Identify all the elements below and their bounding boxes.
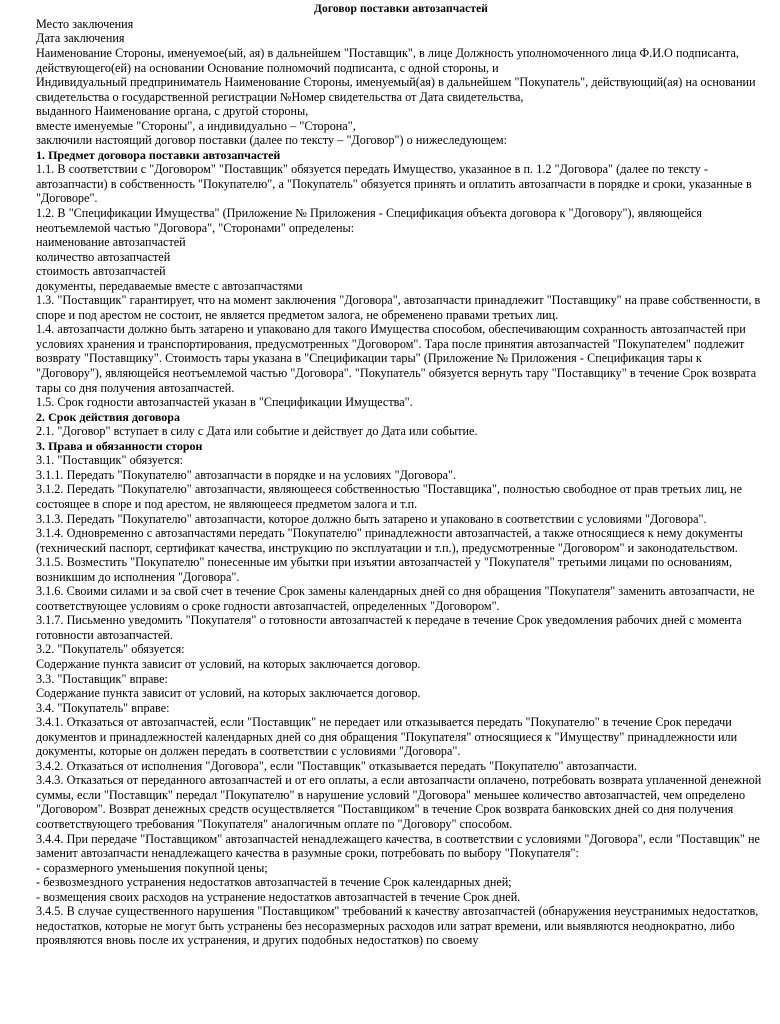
paragraph: 3.1.5. Возместить "Покупателю" понесенные им убытки при изъятии автозапчастей у "Покупателя" третьими лицами по основаниям, возникшим до исполнения "Договора". xyxy=(36,555,733,584)
paragraph: количество автозапчастей xyxy=(36,249,171,264)
paragraph: Дата заключения xyxy=(36,31,125,46)
paragraph: 3.1.7. Письменно уведомить "Покупателя" о готовности автозапчастей к передаче в течение Срок уведомления рабочих дней с момента готовности автозапчастей. xyxy=(36,613,742,642)
paragraph: 3.4.1. Отказаться от автозапчастей, если "Поставщик" не передает или отказывается передать "Покупателю" в течение Срок передачи документов и принадлежностей календарных дней со дня обращения "Покупателя" относящиеся к "Имуществу" принадлежности или документы, которые он должен передать в соответствии с условиями "Договора". xyxy=(36,715,738,759)
paragraph: 1.3. "Поставщик" гарантирует, что на момент заключения "Договора", автозапчасти принадлежит "Поставщику" на праве собственности, в споре и под арестом не состоит, не является предметом залога, не обременено правами третьих лиц. xyxy=(36,293,761,322)
paragraph: 3.3. "Поставщик" вправе: xyxy=(36,671,168,686)
paragraph: 3.1.1. Передать "Покупателю" автозапчасти в порядке и на условиях "Договора". xyxy=(36,467,457,482)
paragraph: выданного Наименование органа, с другой стороны, xyxy=(36,104,309,119)
paragraph: 3.1. "Поставщик" обязуется: xyxy=(36,453,183,468)
paragraph: Содержание пункта зависит от условий, на которых заключается договор. xyxy=(36,656,421,671)
paragraph: 3.1.4. Одновременно с автозапчастями передать "Покупателю" принадлежности автозапчастей, а также относящиеся к нему документы (технический паспорт, сертификат качества, инструкцию по эксплуатации и т.п.), предусмотренные "Договором" и законодательством. xyxy=(36,526,743,555)
paragraph: наименование автозапчастей xyxy=(36,235,186,250)
paragraph: Индивидуальный предприниматель Наименование Стороны, именуемый(ая) в дальнейшем "Покупатель", действующий(ая) на основании свидетельства о государственной регистрации №Номер свидетельства от Дата свидетельства, xyxy=(36,75,756,104)
document-body xyxy=(36,17,766,948)
paragraph: стоимость автозапчастей xyxy=(36,264,166,279)
paragraph: 3.1.6. Своими силами и за свой счет в течение Срок замены календарных дней со дня обращения "Покупателя" заменить автозапчасти, не соответствующее условиям о сроке годности автозапчастей, определенных "Договором". xyxy=(36,584,755,613)
paragraph: 1.4. автозапчасти должно быть затарено и упаковано для такого Имущества способом, обеспечивающим сохранность автозапчастей при условиях хранения и транспортирования, предусмотренных "Договором". Тара после принятия автозапчастей "Покупателем" подлежит возврату "Поставщику". Стоимость тары указана в "Спецификации тары" (Приложение № Приложения - Спецификация тары к "Договору"), являющейся неотъемлемой частью "Договора". "Покупатель" обязуется вернуть тару "Поставщику" в течение Срок возврата тары со дня получения автозапчастей. xyxy=(36,322,757,395)
paragraph: заключили настоящий договор поставки (далее по тексту – "Договор") о нижеследующем: xyxy=(36,133,507,148)
bullet-item: - возмещения своих расходов на устранение недостатков автозапчастей в течение Срок дней. xyxy=(36,889,521,904)
paragraph: 2.1. "Договор" вступает в силу с Дата или событие и действует до Дата или событие. xyxy=(36,424,478,439)
page-title: Договор поставки автозапчастей xyxy=(313,3,489,15)
bullet-item: - соразмерного уменьшения покупной цены; xyxy=(36,860,268,875)
paragraph: 3.4.2. Отказаться от исполнения "Договора", если "Поставщик" отказывается передать "Покупателю" автозапчасти. xyxy=(36,758,638,773)
section-heading: 1. Предмет договора поставки автозапчастей xyxy=(36,147,281,162)
paragraph: Наименование Стороны, именуемое(ый, ая) в дальнейшем "Поставщик", в лице Должность уполномоченного лица Ф.И.О подписанта, действующего(ей) на основании Основание полномочий подписанта, с одной стороны, и xyxy=(36,46,739,75)
paragraph: документы, передаваемые вместе с автозапчастями xyxy=(36,278,303,293)
paragraph: 3.4.4. При передаче "Поставщиком" автозапчастей ненадлежащего качества, в соответствии с условиями "Договора", если "Поставщик" не заменит автозапчасти ненадлежащего качества в разумные сроки, потребовать по выбору "Покупателя": xyxy=(36,831,760,861)
paragraph: Место заключения xyxy=(36,16,134,31)
paragraph: 1.2. В "Спецификации Имущества" (Приложение № Приложения - Спецификация объекта договора к "Договору"), являющейся неотъемлемой частью "Договора", "Сторонами" определены: xyxy=(36,206,703,235)
bullet-item: - безвозмездного устранения недостатков автозапчастей в течение Срок календарных дней; xyxy=(36,875,512,890)
paragraph: 3.4. "Покупатель" вправе: xyxy=(36,700,170,715)
paragraph: 3.4.5. В случае существенного нарушения "Поставщиком" требований к качеству автозапчастей (обнаружения неустранимых недостатков, недостатков, которые не могут быть устранены без несоразмерных расходов или затрат времени, или выявляются неоднократно, либо проявляются вновь после их устранения, и других подобных недостатков) по своему xyxy=(36,904,759,948)
paragraph: 1.1. В соответствии с "Договором" "Поставщик" обязуется передать Имущество, указанное в п. 1.2 "Договора" (далее по тексту - автозапчасти) в собственность "Покупателю", а "Покупатель" обязуется принять и оплатить автозапчасти в порядке и сроки, указанные в "Договоре". xyxy=(36,162,752,206)
section-heading: 3. Права и обязанности сторон xyxy=(36,438,203,453)
paragraph: 3.4.3. Отказаться от переданного автозапчастей и от его оплаты, а если автозапчасти оплачено, потребовать возврата уплаченной денежной суммы, если "Поставщик" передал "Покупателю" в нарушение условий "Договора" меньшее количество автозапчастей, чем определено "Договором". Возврат денежных средств осуществляется "Поставщиком" в течение Срок возврата банковских дней со дня получения соответствующего требования "Покупателя" аналогичным оплате по "Договору" способом. xyxy=(36,773,762,831)
paragraph: 3.1.2. Передать "Покупателю" автозапчасти, являющееся собственностью "Поставщика", полностью свободное от прав третьих лиц, не состоящее в споре и под арестом, не являющееся предметом залога и т.п. xyxy=(36,482,742,511)
paragraph: Содержание пункта зависит от условий, на которых заключается договор. xyxy=(36,686,421,701)
paragraph: 1.5. Срок годности автозапчастей указан в "Спецификации Имущества". xyxy=(36,395,413,410)
paragraph: вместе именуемые "Стороны", а индивидуально – "Сторона", xyxy=(36,118,356,133)
paragraph: 3.1.3. Передать "Покупателю" автозапчасти, которое должно быть затарено и упаковано в соответствии с условиями "Договора". xyxy=(36,511,707,526)
section-heading: 2. Срок действия договора xyxy=(36,409,180,424)
paragraph: 3.2. "Покупатель" обязуется: xyxy=(36,642,185,657)
